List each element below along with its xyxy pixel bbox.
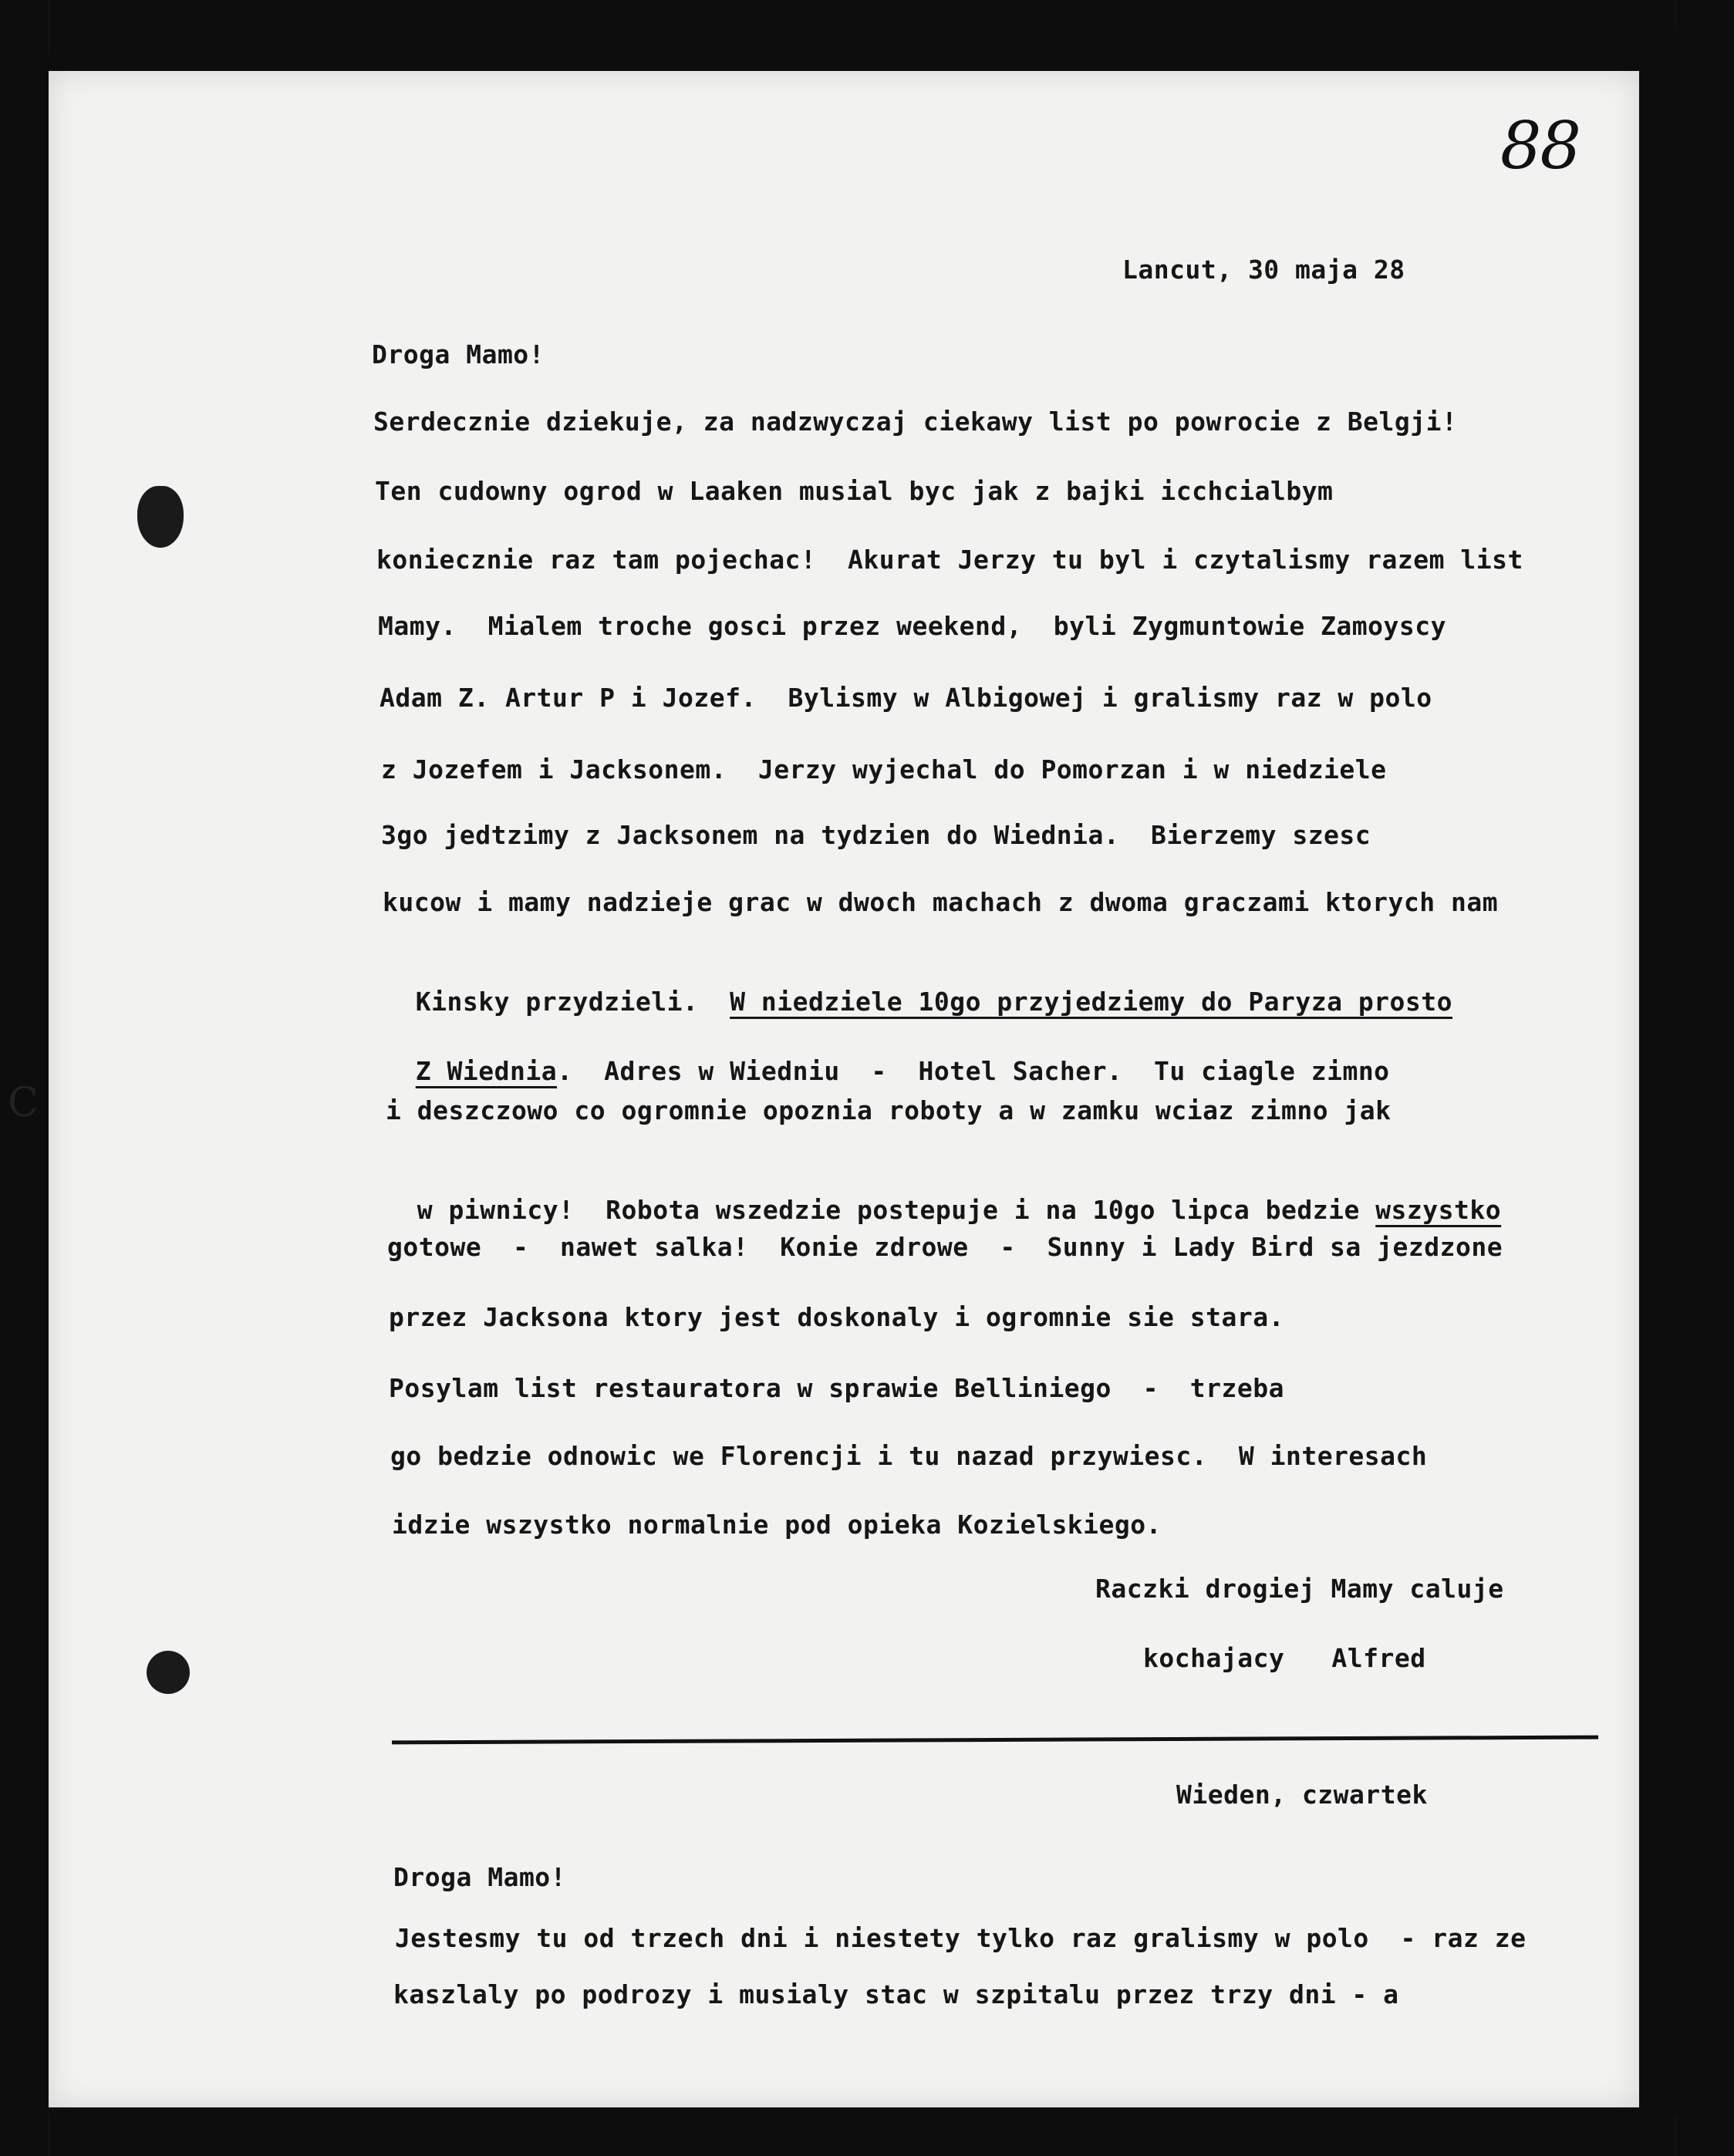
letter1-line-10-rest: . Adres w Wiedniu - Hotel Sacher. Tu ciagle zimno	[557, 1056, 1390, 1086]
letter1-line-12	[386, 1165, 1501, 1225]
letter1-line-9-start: Kinsky przydzieli.	[415, 987, 730, 1017]
page-number: 88	[1500, 108, 1580, 184]
letter2-line-1: Jestesmy tu od trzech dni i niestety tylko raz gralismy w polo - raz ze	[395, 1923, 1527, 1953]
letter1-signature: kochajacy Alfred	[1143, 1643, 1426, 1673]
margin-mark: C	[8, 1080, 39, 1126]
letter1-line-13: gotowe - nawet salka! Konie zdrowe - Sunny i Lady Bird sa jezdzone	[387, 1232, 1503, 1262]
letter1-line-8: kucow i mamy nadzieje grac w dwoch machach z dwoma graczami ktorych nam	[383, 887, 1499, 917]
punch-hole-top	[137, 486, 184, 548]
letter1-closing: Raczki drogiej Mamy caluje	[1095, 1574, 1504, 1604]
letter1-line-4: Mamy. Mialem troche gosci przez weekend, byli Zygmuntowie Zamoyscy	[378, 611, 1447, 641]
letter1-line-15: Posylam list restauratora w sprawie Belliniego - trzeba	[389, 1373, 1284, 1403]
letter1-line-14: przez Jacksona ktory jest doskonaly i ogromnie sie stara.	[389, 1302, 1284, 1332]
letter1-place-date: Lancut, 30 maja 28	[1122, 255, 1405, 285]
letter1-line-7: 3go jedtzimy z Jacksonem na tydzien do Wiednia. Bierzemy szesc	[381, 820, 1371, 850]
letter1-line-6: z Jozefem i Jacksonem. Jerzy wyjechal do Pomorzan i w niedziele	[381, 754, 1387, 784]
letter2-place-date: Wieden, czwartek	[1176, 1780, 1428, 1810]
underlined-from-vienna: Z Wiednia	[415, 1056, 558, 1086]
film-edge-mark-right	[1674, 0, 1677, 31]
letter1-line-1: Serdecznie dziekuje, za nadzwyczaj ciekawy list po powrocie z Belgji!	[373, 407, 1458, 437]
letter1-line-11: i deszczowo co ogromnie opoznia roboty a w zamku wciaz zimno jak	[386, 1095, 1392, 1125]
film-edge-mark-bottom-left	[48, 2114, 51, 2156]
letter1-line-17: idzie wszystko normalnie pod opieka Kozielskiego.	[392, 1510, 1162, 1540]
punch-hole-bottom	[147, 1651, 190, 1694]
film-edge-mark-bottom-right	[1674, 2117, 1677, 2156]
letter1-line-10	[384, 1026, 1390, 1086]
underlined-travel-plan: W niedziele 10go przyjedziemy do Paryza prosto	[730, 987, 1453, 1017]
letter2-line-2: kaszlaly po podrozy i musialy stac w szpitalu przez trzy dni - a	[393, 1979, 1399, 2009]
letter1-line-12-start: w piwnicy! Robota wszedzie postepuje i na 10go lipca bedzie	[417, 1195, 1376, 1225]
letter1-line-16: go bedzie odnowic we Florencji i tu nazad przywiesc. W interesach	[390, 1441, 1428, 1471]
film-edge-mark-left	[48, 0, 51, 54]
letter1-salutation: Droga Mamo!	[372, 339, 545, 369]
letter1-line-2: Ten cudowny ogrod w Laaken musial byc jak z bajki icchcialbym	[375, 476, 1334, 506]
letter1-line-3: koniecznie raz tam pojechac! Akurat Jerzy tu byl i czytalismy razem list	[376, 545, 1523, 575]
letter1-line-5: Adam Z. Artur P i Jozef. Bylismy w Albigowej i gralismy raz w polo	[380, 683, 1432, 713]
letter2-salutation: Droga Mamo!	[393, 1862, 567, 1892]
underlined-everything: wszystko	[1375, 1195, 1502, 1225]
letter1-line-9	[384, 957, 1452, 1017]
